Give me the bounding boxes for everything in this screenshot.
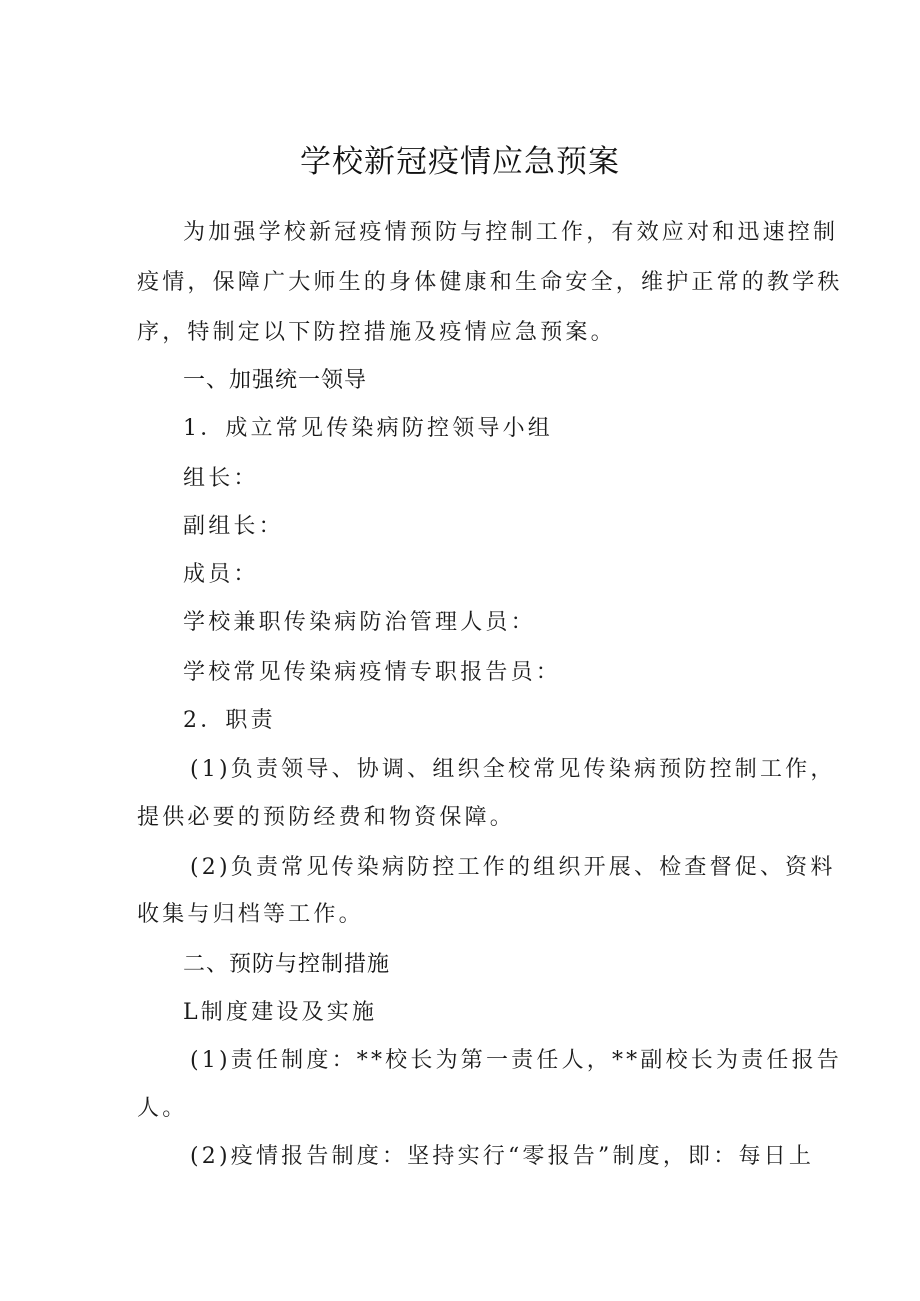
paragraph-line: 序，特制定以下防控措施及疫情应急预案。	[137, 320, 616, 345]
subsection-heading: L制度建设及实施	[183, 1000, 378, 1025]
list-item: 副组长：	[183, 514, 284, 539]
list-item: 学校兼职传染病防治管理人员：	[183, 610, 536, 635]
paragraph-line: 为加强学校新冠疫情预防与控制工作，有效应对和迅速控制	[183, 220, 839, 245]
paragraph-line: (2)疫情报告制度：坚持实行“零报告”制度，即：每日上	[190, 1144, 815, 1169]
paragraph-line: 疫情，保障广大师生的身体健康和生命安全，维护正常的教学秩	[137, 270, 843, 295]
paragraph-line: 人。	[137, 1096, 188, 1121]
document-title: 学校新冠疫情应急预案	[300, 144, 620, 180]
section-heading: 二、预防与控制措施	[183, 952, 391, 977]
paragraph-line: (2)负责常见传染病防控工作的组织开展、检查督促、资料	[190, 855, 836, 880]
list-item: 学校常见传染病疫情专职报告员：	[183, 660, 562, 685]
paragraph-line: 收集与归档等工作。	[137, 902, 364, 927]
section-heading: 一、加强统一领导	[183, 368, 368, 393]
subsection-heading: 2．职责	[183, 708, 276, 733]
subsection-heading: 1．成立常见传染病防控领导小组	[183, 416, 553, 441]
paragraph-line: 提供必要的预防经费和物资保障。	[137, 805, 516, 830]
list-item: 成员：	[183, 562, 259, 587]
list-item: 组长：	[183, 466, 259, 491]
paragraph-line: (1)负责领导、协调、组织全校常见传染病预防控制工作，	[190, 757, 836, 782]
paragraph-line: (1)责任制度：**校长为第一责任人，**副校长为责任报告	[190, 1048, 842, 1073]
